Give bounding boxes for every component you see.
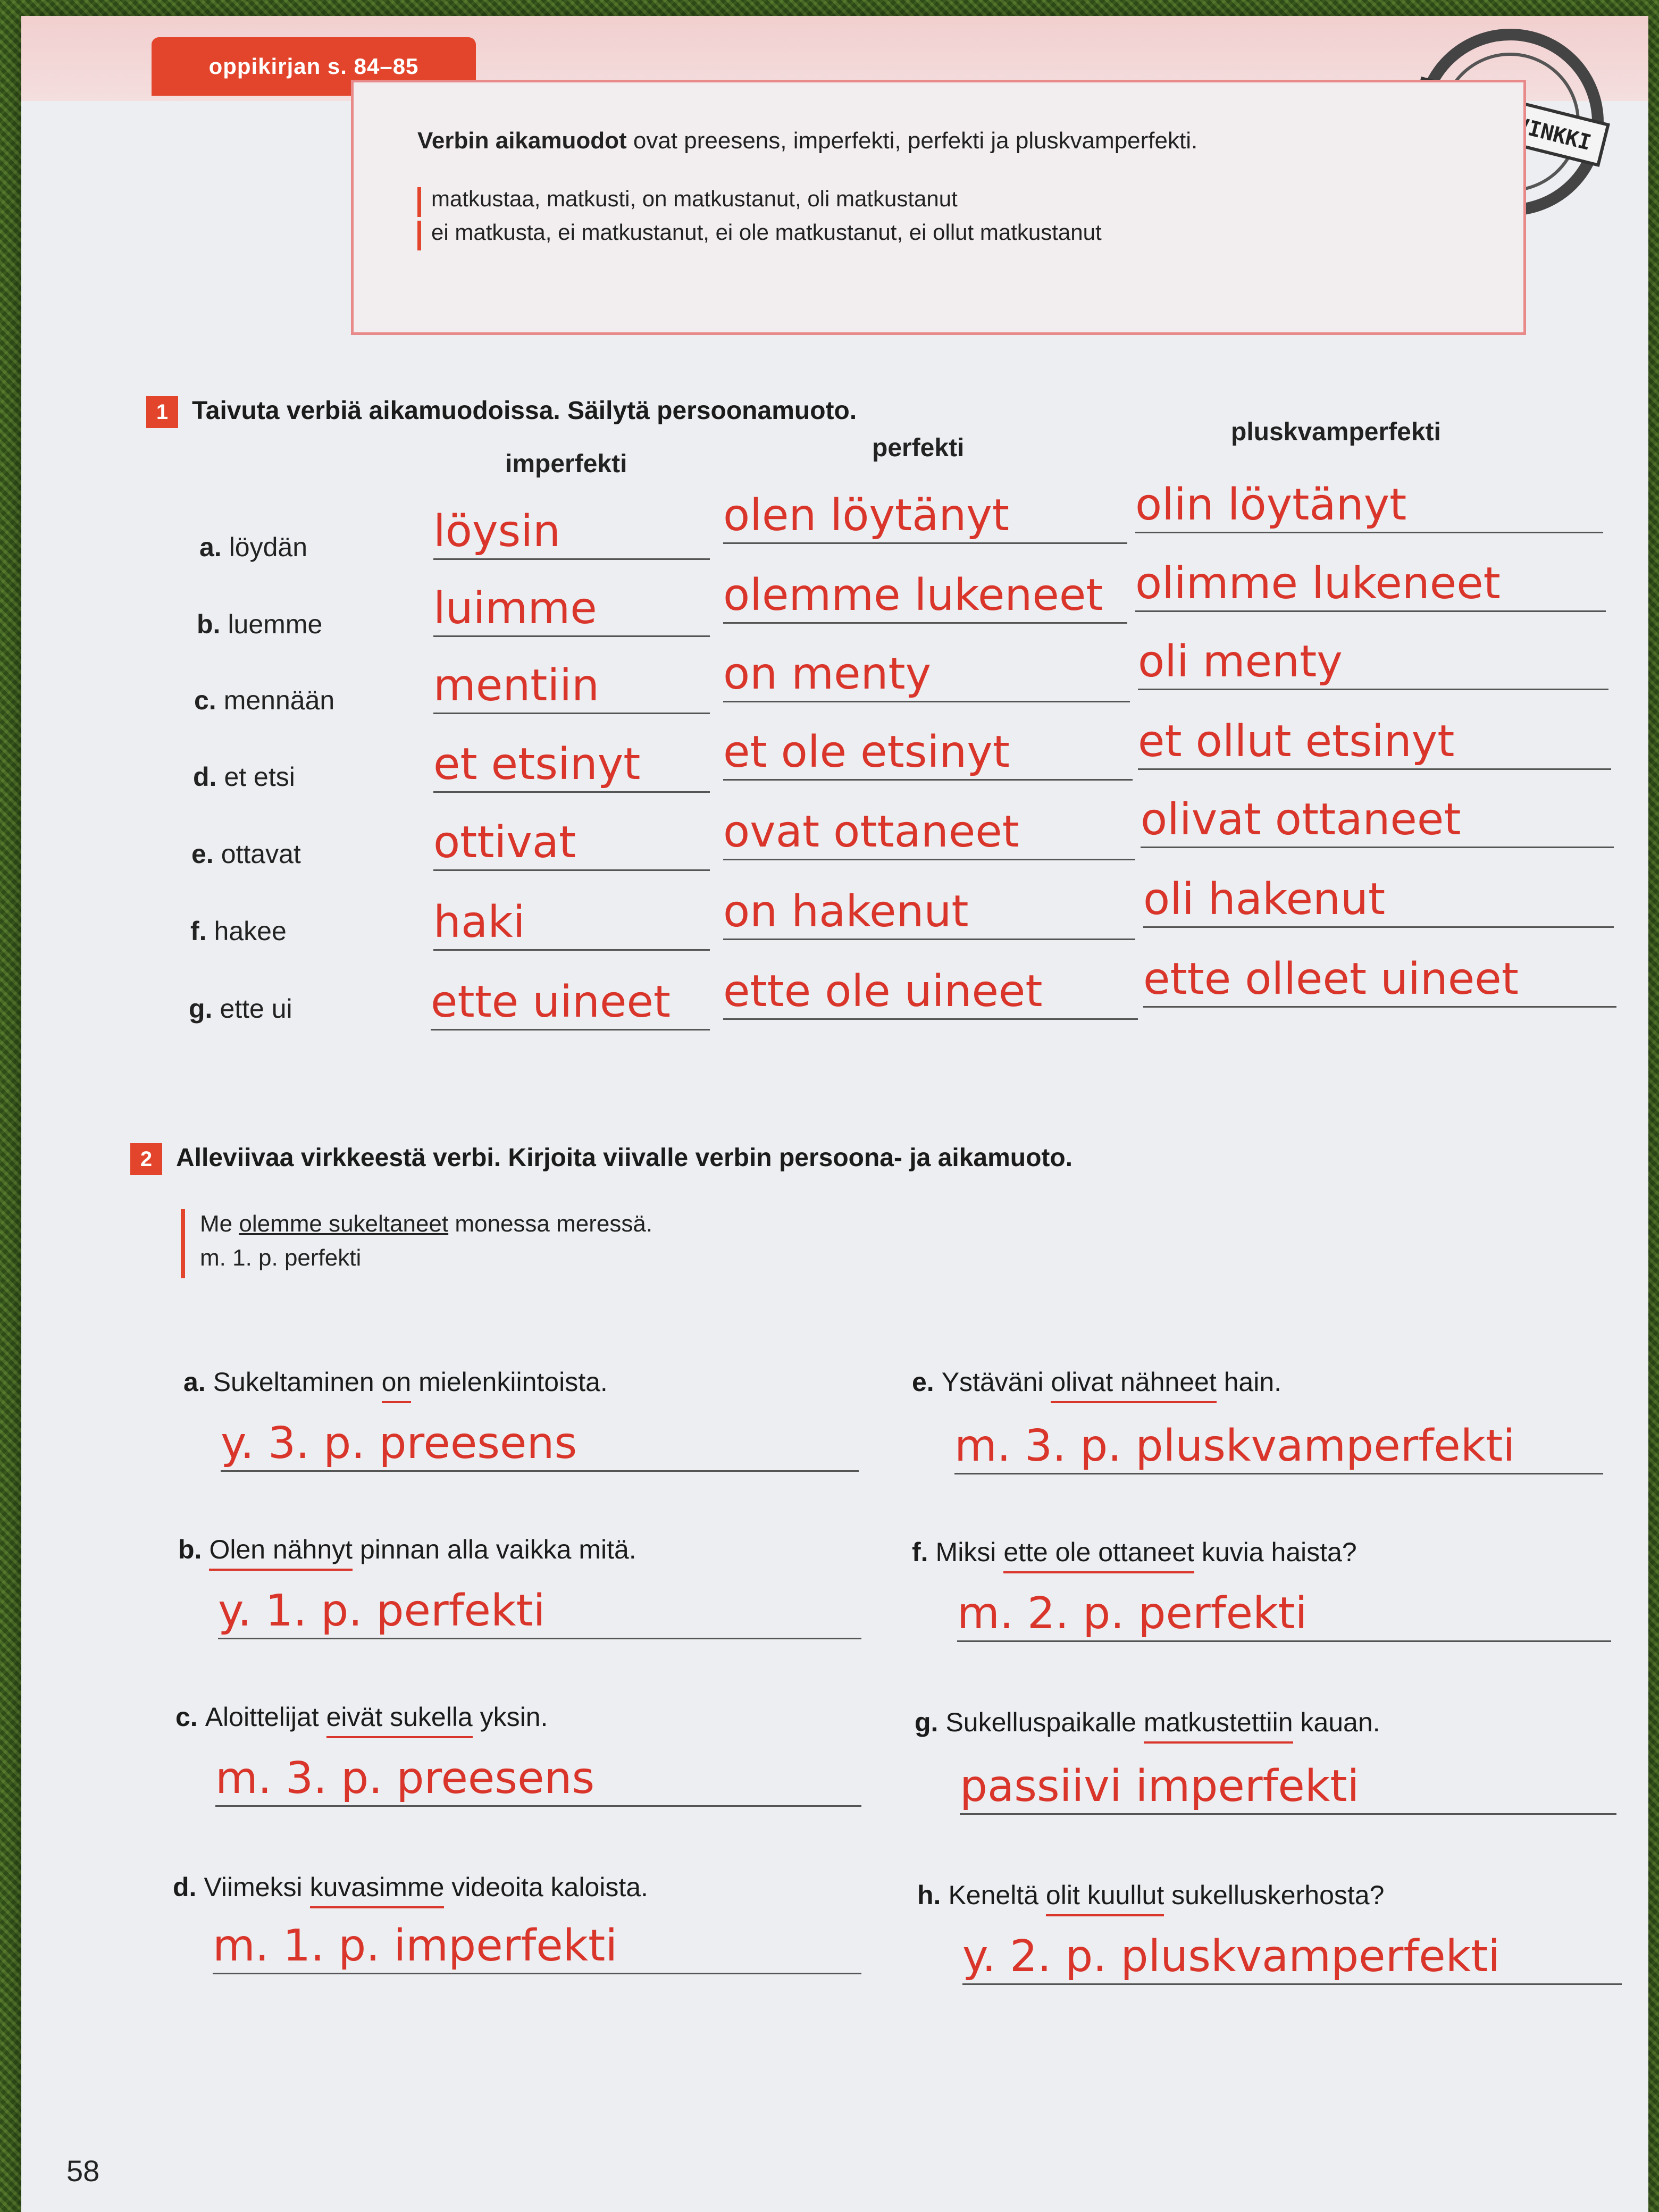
- row-verb: löydän: [229, 532, 308, 562]
- sentence-before: Keneltä: [948, 1880, 1046, 1910]
- sentence-c: [175, 1702, 548, 1732]
- row-verb: et etsi: [224, 762, 295, 792]
- sentence-key: c.: [175, 1702, 198, 1732]
- textbook-reference-tab: oppikirjan s. 84–85: [152, 37, 476, 96]
- sentence-after: sukelluskerhosta?: [1164, 1880, 1385, 1910]
- sentence-d: [173, 1872, 648, 1903]
- answer-2h[interactable]: y. 2. p. pluskvamperfekti: [962, 1930, 1622, 1985]
- answer-c-imperfekti[interactable]: mentiin: [433, 659, 710, 714]
- exercise-1-number: 1: [146, 396, 178, 428]
- exercise-2-number: 2: [130, 1143, 162, 1175]
- row-key: d.: [193, 762, 217, 792]
- row-f-label: [190, 916, 287, 946]
- answer-g-imperfekti[interactable]: ette uineet: [431, 976, 710, 1030]
- row-b-label: [197, 609, 322, 640]
- sentence-after: pinnan alla vaikka mitä.: [353, 1535, 636, 1564]
- answer-c-pluskvamperfekti[interactable]: oli menty: [1138, 635, 1608, 690]
- row-e-label: [191, 839, 301, 869]
- sentence-after: mielenkiintoista.: [411, 1367, 608, 1397]
- example-underlined-verb: olemme sukeltaneet: [239, 1211, 449, 1237]
- row-key: g.: [189, 994, 213, 1024]
- sentence-before: Miksi: [935, 1537, 1004, 1567]
- underlined-verb[interactable]: matkustettiin: [1144, 1707, 1293, 1744]
- sentence-key: h.: [917, 1880, 941, 1910]
- example-before: Me: [200, 1211, 239, 1237]
- page-number: 58: [66, 2154, 100, 2188]
- row-a-label: [199, 532, 307, 563]
- sentence-g: [915, 1707, 1380, 1738]
- sentence-after: videoita kaloista.: [444, 1872, 648, 1902]
- row-key: e.: [191, 839, 214, 869]
- column-header-pluskvamperfekti: pluskvamperfekti: [1231, 418, 1441, 446]
- exercise-2-instruction: Alleviivaa virkkeestä verbi. Kirjoita viivalle verbin persoona- ja aikamuoto.: [176, 1144, 1073, 1172]
- row-verb: hakee: [214, 916, 287, 946]
- row-key: a.: [199, 532, 222, 562]
- underlined-verb[interactable]: kuvasimme: [310, 1872, 445, 1908]
- grammar-info-box: [351, 80, 1526, 335]
- answer-a-perfekti[interactable]: olen löytänyt: [723, 489, 1127, 544]
- answer-d-imperfekti[interactable]: et etsinyt: [433, 738, 710, 793]
- column-header-imperfekti: imperfekti: [505, 450, 627, 478]
- exercise-1-title: [146, 396, 857, 428]
- answer-2b[interactable]: y. 1. p. perfekti: [218, 1585, 861, 1639]
- sentence-key: d.: [173, 1872, 197, 1902]
- sentence-f: [912, 1537, 1357, 1568]
- sentence-h: [917, 1880, 1384, 1911]
- underlined-verb[interactable]: eivät sukella: [326, 1702, 473, 1738]
- answer-2a[interactable]: y. 3. p. preesens: [221, 1417, 859, 1472]
- answer-g-pluskvamperfekti[interactable]: ette olleet uineet: [1143, 953, 1616, 1008]
- answer-e-pluskvamperfekti[interactable]: olivat ottaneet: [1141, 793, 1614, 848]
- row-c-label: [194, 685, 334, 716]
- answer-2g[interactable]: passiivi imperfekti: [960, 1760, 1616, 1815]
- column-header-perfekti: perfekti: [872, 434, 965, 462]
- answer-2e[interactable]: m. 3. p. pluskvamperfekti: [954, 1420, 1603, 1474]
- underlined-verb[interactable]: Olen nähnyt: [209, 1535, 353, 1571]
- info-rule-rest: ovat preesens, imperfekti, perfekti ja pluskvamperfekti.: [626, 128, 1198, 154]
- answer-2d[interactable]: m. 1. p. imperfekti: [213, 1920, 861, 1974]
- answer-b-imperfekti[interactable]: luimme: [433, 582, 710, 637]
- info-example-negative: ei matkusta, ei matkustanut, ei ole matkustanut, ei ollut matkustanut: [417, 220, 1102, 245]
- answer-e-perfekti[interactable]: ovat ottaneet: [723, 806, 1135, 860]
- sentence-key: f.: [912, 1537, 928, 1567]
- row-verb: ette ui: [220, 994, 292, 1024]
- answer-d-perfekti[interactable]: et ole etsinyt: [723, 726, 1133, 781]
- exercise-2-example: [181, 1207, 652, 1275]
- sentence-before: Sukelluspaikalle: [945, 1707, 1144, 1737]
- answer-g-perfekti[interactable]: ette ole uineet: [723, 965, 1138, 1020]
- answer-a-imperfekti[interactable]: löysin: [433, 505, 710, 560]
- answer-c-perfekti[interactable]: on menty: [723, 648, 1130, 702]
- example-after: monessa meressä.: [448, 1211, 653, 1237]
- info-rule: [417, 128, 1197, 154]
- sentence-after: kuvia haista?: [1194, 1537, 1357, 1567]
- underlined-verb[interactable]: ette ole ottaneet: [1003, 1537, 1194, 1573]
- exercise-1-instruction: Taivuta verbiä aikamuodoissa. Säilytä persoonamuoto.: [192, 397, 857, 425]
- underlined-verb[interactable]: on: [382, 1367, 412, 1403]
- answer-f-perfekti[interactable]: on hakenut: [723, 885, 1135, 940]
- row-key: f.: [190, 916, 207, 946]
- answer-f-imperfekti[interactable]: haki: [433, 896, 710, 951]
- answer-2c[interactable]: m. 3. p. preesens: [215, 1752, 861, 1807]
- sentence-b: [178, 1534, 636, 1565]
- answer-f-pluskvamperfekti[interactable]: oli hakenut: [1143, 873, 1614, 928]
- answer-b-pluskvamperfekti[interactable]: olimme lukeneet: [1135, 557, 1606, 612]
- sentence-key: g.: [915, 1707, 939, 1737]
- sentence-key: b.: [178, 1535, 202, 1564]
- answer-2f[interactable]: m. 2. p. perfekti: [957, 1587, 1611, 1642]
- sentence-before: Aloittelijat: [205, 1702, 326, 1732]
- row-key: c.: [194, 685, 216, 715]
- underlined-verb[interactable]: olivat nähneet: [1051, 1367, 1216, 1403]
- sentence-after: kauan.: [1293, 1707, 1380, 1737]
- sentence-before: Viimeksi: [204, 1872, 310, 1902]
- sentence-a: [183, 1367, 608, 1397]
- row-g-label: [189, 993, 292, 1024]
- row-verb: luemme: [228, 609, 323, 639]
- answer-d-pluskvamperfekti[interactable]: et ollut etsinyt: [1138, 715, 1611, 770]
- stamp-text: VINKKI: [1513, 113, 1594, 156]
- sentence-before: Ystäväni: [941, 1367, 1051, 1397]
- info-example-affirmative: matkustaa, matkusti, on matkustanut, oli matkustanut: [417, 186, 958, 212]
- answer-e-imperfekti[interactable]: ottivat: [433, 816, 710, 871]
- answer-a-pluskvamperfekti[interactable]: olin löytänyt: [1135, 479, 1603, 533]
- sentence-after: hain.: [1216, 1367, 1282, 1397]
- sentence-before: Sukeltaminen: [213, 1367, 382, 1397]
- sentence-key: a.: [183, 1367, 206, 1397]
- row-d-label: [193, 761, 295, 792]
- sentence-after: yksin.: [472, 1702, 548, 1732]
- row-verb: mennään: [223, 685, 335, 715]
- workbook-page: [21, 16, 1648, 2212]
- example-answer: m. 1. p. perfekti: [200, 1245, 362, 1271]
- exercise-2-title: [130, 1143, 1073, 1175]
- sentence-key: e.: [912, 1367, 934, 1397]
- row-verb: ottavat: [221, 839, 301, 869]
- answer-b-perfekti[interactable]: olemme lukeneet: [723, 569, 1127, 624]
- sentence-e: [912, 1367, 1281, 1397]
- info-rule-bold: Verbin aikamuodot: [417, 128, 627, 154]
- row-key: b.: [197, 609, 221, 639]
- example-sentence: [200, 1207, 652, 1241]
- underlined-verb[interactable]: olit kuullut: [1046, 1880, 1164, 1916]
